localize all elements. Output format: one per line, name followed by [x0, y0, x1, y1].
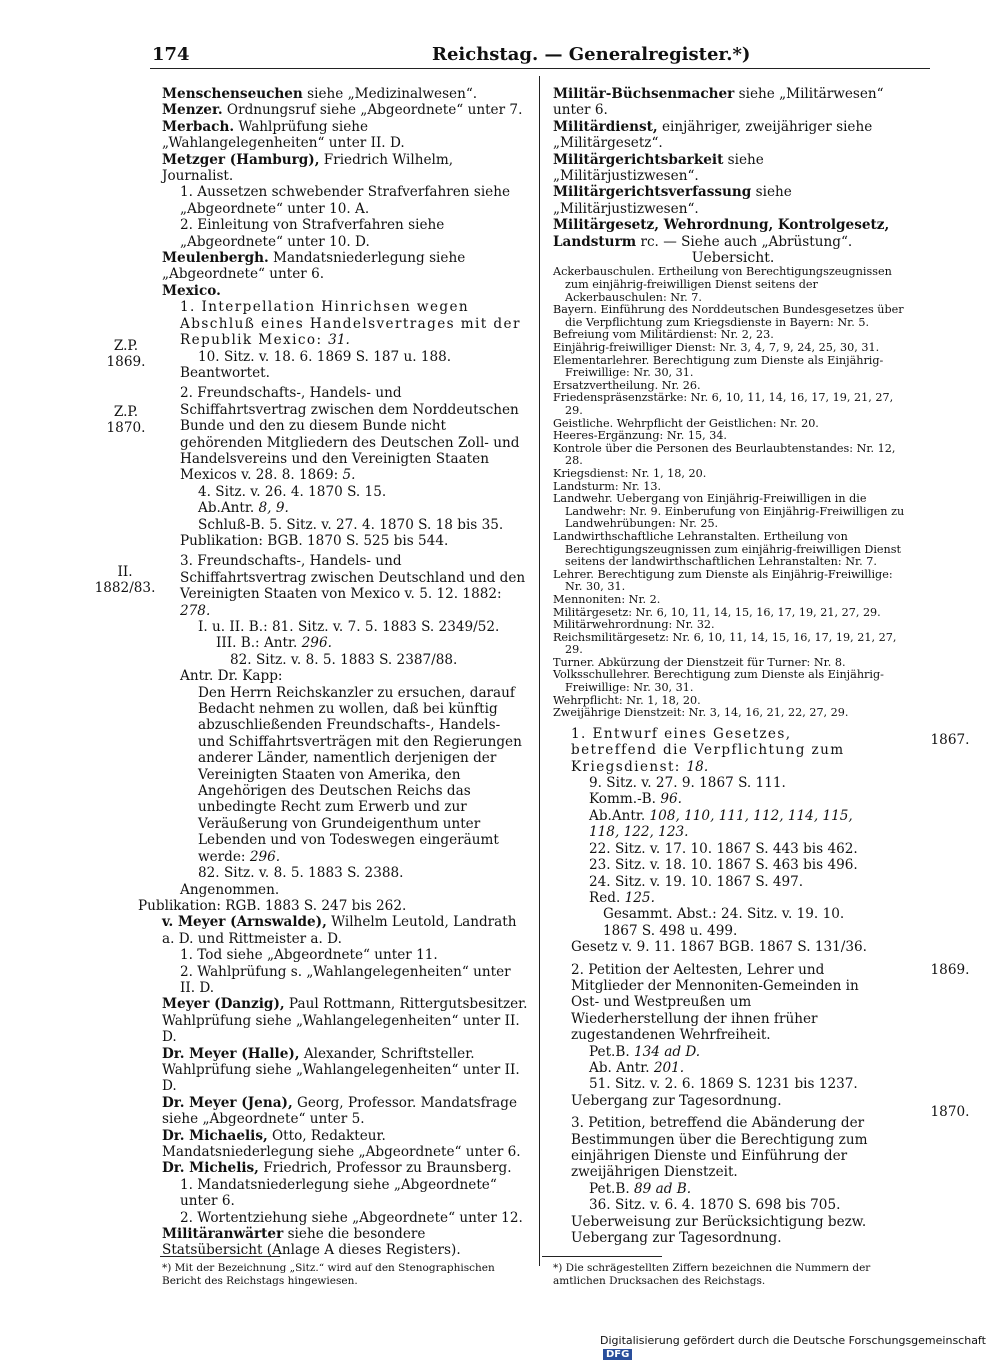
entry-text: siehe „Militärjustizwesen“. [553, 184, 792, 217]
mexico-item-3 [162, 553, 528, 898]
overview-list [553, 266, 913, 719]
entry-text: Otto, Redakteur. Mandatsniederlegung siehe „Abgeordnete“ unter 6. [162, 1127, 521, 1160]
entry-merbach [162, 119, 528, 152]
item-line: 22. Sitz. v. 17. 10. 1867 S. 443 bis 462. [589, 840, 858, 857]
doc-number: 96. [660, 791, 682, 808]
item-line: 4. Sitz. v. 26. 4. 1870 S. 15. [198, 483, 387, 500]
entry-meyer-danzig [162, 996, 528, 1045]
item-line: Ueberweisung zur Berücksichtigung bezw. Uebergang zur Tagesordnung. [571, 1213, 867, 1247]
overview-item: Wehrpflicht: Nr. 1, 18, 20. [553, 693, 701, 707]
doc-number: 89 ad B. [634, 1180, 692, 1197]
item-line: Beantwortet. [180, 364, 270, 381]
margin-year: 1870. [930, 1104, 970, 1120]
item-line: III. B.: Antr. [216, 635, 302, 652]
item-line: Komm.-B. [589, 791, 661, 808]
overview-item: Elementarlehrer. Berechtigung zum Dienste als Einjährig-Freiwillige: Nr. 30, 31. [553, 353, 884, 380]
item-line: 23. Sitz. v. 18. 10. 1867 S. 463 bis 496. [589, 857, 858, 874]
item-line: Red. [589, 889, 625, 906]
entry-meyer-arnswalde [162, 914, 528, 996]
entry-militaergerichtsbarkeit [553, 152, 913, 185]
sub-item: 2. Wahlprüfung s. „Wahlangelegenheiten“ unter II. D. [180, 963, 511, 996]
entry-mexico [138, 282, 528, 914]
mexico-item-2 [162, 385, 528, 549]
sub-item: 1. Aussetzen schwebender Strafverfahren siehe „Abgeordnete“ unter 10. A. [180, 184, 511, 217]
doc-number: 296. [301, 635, 332, 652]
item-line: 10. Sitz. v. 18. 6. 1869 S. 187 u. 188. [198, 348, 452, 365]
sub-item: 2. Einleitung von Strafverfahren siehe „Abgeordnete“ unter 10. D. [180, 217, 445, 250]
mexico-item-1 [162, 299, 528, 381]
entry-headword: Meyer (Danzig), [162, 996, 285, 1013]
entry-meulenbergh [162, 250, 528, 283]
dfg-logo: DFG [603, 1349, 632, 1360]
doc-number: 8, 9. [258, 500, 289, 517]
entry-militaergesetz [553, 217, 913, 250]
motion-text: Den Herrn Reichskanzler zu ersuchen, darauf Bedacht nehmen zu wollen, daß bei künftig abzuschließenden Freundschafts-, Handels- und Schiffahrtsverträgen mit den Regierungen anderer Länder, namentlich derjenigen der Vereinigten Staaten von Amerika, den Angehörigen des Deutschen Reichs das unbedingte Recht zum Erwerb und zur Veräußerung von Grundeigenthum unter Lebenden und von Todeswegen eingeräumt werde: [198, 684, 522, 865]
margin-year: Z.P. 1870. [106, 404, 146, 437]
item-title: 1. Entwurf eines Gesetzes, betreffend die Verpflichtung zum Kriegsdienst: [571, 725, 845, 775]
margin-year: Z.P. 1869. [106, 338, 146, 371]
item-line: Gesammt. Abst.: 24. Sitz. v. 19. 10. 1867 S. 498 u. 499. [603, 906, 845, 939]
overview-item: Militärgesetz: Nr. 6, 10, 11, 14, 15, 16, 17, 19, 21, 27, 29. [553, 605, 881, 619]
item-title: 3. Freundschafts-, Handels- und Schiffahrtsvertrag zwischen Deutschland und den Vereinigten Staaten von Mexico v. 5. 12. 1882: [180, 553, 526, 603]
entry-militaergerichtsverfassung [553, 184, 913, 217]
entry-headword: Mexico. [162, 282, 221, 299]
entry-text: siehe „Medizinalwesen“. [302, 86, 478, 102]
page-number: 174 [152, 44, 190, 65]
entry-menzer [162, 102, 528, 118]
overview-item: Zweijährige Dienstzeit: Nr. 3, 14, 16, 21, 22, 27, 29. [553, 706, 849, 720]
item-line: Ab.Antr. [198, 500, 259, 517]
item-line: 82. Sitz. v. 8. 5. 1883 S. 2388. [198, 865, 404, 882]
item-title: 2. Freundschafts-, Handels- und Schiffahrtsvertrag zwischen dem Norddeutschen Bunde und den zu diesem Bunde nicht gehörenden Mitgliedern des Deutschen Zoll- und Handelsvereins und den Vereinigten Staaten Mexicos v. 28. 8. 1869: [180, 385, 520, 484]
overview-item: Heeres-Ergänzung: Nr. 15, 34. [553, 429, 727, 443]
militaergesetz-item-3 [553, 1115, 913, 1246]
sub-item: 1. Tod siehe „Abgeordnete“ unter 11. [180, 947, 438, 964]
entry-michelis [162, 1160, 528, 1226]
entry-headword: Menzer. [162, 102, 223, 119]
entry-text: siehe „Militärwesen“ unter 6. [553, 86, 884, 119]
footnote-left: *) Mit der Bezeichnung „Sitz.“ wird auf den Stenographischen Bericht des Reichstags hingewiesen. [162, 1262, 495, 1287]
entry-michaelis [162, 1128, 528, 1161]
doc-number: 18. [686, 758, 709, 775]
footnote-rule [160, 1256, 280, 1257]
overview-item: Turner. Abkürzung der Dienstzeit für Turner: Nr. 8. [553, 655, 846, 669]
item-title: 3. Petition, betreffend die Abänderung der Bestimmungen über die Berechtigung zum einjährigen Dienste und Einführung der zweijährigen Dienstzeit. [571, 1115, 868, 1181]
item-line: 36. Sitz. v. 6. 4. 1870 S. 698 bis 705. [589, 1197, 841, 1214]
doc-number: 296. [249, 848, 281, 865]
item-line: Angenommen. [180, 881, 280, 898]
running-title: Reichstag. — Generalregister.*) [432, 44, 751, 65]
entry-headword: Dr. Meyer (Halle), [162, 1045, 300, 1062]
left-column [138, 86, 528, 1259]
entry-text: Wahlprüfung siehe „Wahlangelegenheiten“ unter II. D. [162, 118, 405, 152]
overview-item: Lehrer. Berechtigung zum Dienste als Einjährig-Freiwillige: Nr. 30, 31. [553, 567, 893, 594]
entry-text: siehe die besondere Statsübersicht (Anlage A dieses Registers). [162, 1226, 461, 1259]
militaergesetz-item-2 [553, 962, 913, 1110]
credit-text: Digitalisierung gefördert durch die Deutsche Forschungsgemeinschaft [600, 1334, 986, 1347]
overview-item: Befreiung vom Militärdienst: Nr. 2, 23. [553, 328, 774, 342]
item-line: Schluß-B. 5. Sitz. v. 27. 4. 1870 S. 18 bis 35. [198, 516, 504, 533]
overview-item: Militärwehrordnung: Nr. 32. [553, 618, 715, 632]
margin-year: II. 1882/83. [94, 564, 156, 597]
item-title: 2. Petition der Aeltesten, Lehrer und Mitglieder der Mennoniten-Gemeinden in Ost- und Westpreußen um Wiederherstellung der ihnen früher zugestandenen Wehrfreiheit. [571, 961, 859, 1044]
footnote-right: *) Die schrägestellten Ziffern bezeichnen die Nummern der amtlichen Drucksachen des Reichstags. [553, 1262, 871, 1287]
overview-item: Ersatzvertheilung. Nr. 26. [553, 378, 701, 392]
sub-item: 1. Mandatsniederlegung siehe „Abgeordnete“ unter 6. [180, 1176, 497, 1210]
entry-headword: Militärgerichtsverfassung [553, 184, 752, 201]
overview-item: Geistliche. Wehrpflicht der Geistlichen: Nr. 20. [553, 416, 819, 430]
entry-text: siehe „Militärjustizwesen“. [553, 151, 764, 185]
item-line: Pet.B. [589, 1043, 634, 1060]
entry-militaer-buechsenmacher [553, 86, 913, 119]
overview-item: Bayern. Einführung des Norddeutschen Bundesgesetzes über die Verpflichtung zum Kriegsdienste in Bayern: Nr. 5. [553, 303, 904, 329]
item-line: Ab. Antr. [589, 1059, 654, 1076]
entry-text: Wilhelm Leutold, Landrath a. D. und Rittmeister a. D. [162, 914, 517, 947]
overview-item: Landwehr. Uebergang von Einjährig-Freiwilligen in die Landwehr: Nr. 9. Einberufung von Einjährig-Freiwilligen zu Landwehrübungen: Nr. 25. [553, 492, 905, 531]
entry-headword: Militärgerichtsbarkeit [553, 151, 724, 168]
entry-headword: v. Meyer (Arnswalde), [162, 914, 327, 931]
entry-headword: Merbach. [162, 118, 235, 135]
entry-meyer-jena [162, 1095, 528, 1128]
entry-headword: Militär-Büchsenmacher [553, 86, 735, 102]
entry-text: Mandatsniederlegung siehe „Abgeordnete“ unter 6. [162, 250, 466, 283]
overview-item: Kriegsdienst: Nr. 1, 18, 20. [553, 466, 707, 480]
column-divider [539, 76, 540, 1266]
doc-number: 201. [653, 1059, 685, 1076]
header-rule [150, 68, 930, 69]
overview-item: Mennoniten: Nr. 2. [553, 592, 661, 606]
entry-text: Ordnungsruf siehe „Abgeordnete“ unter 7. [222, 102, 523, 119]
item-line: Publikation: BGB. 1870 S. 525 bis 544. [180, 532, 449, 549]
doc-number: 31. [328, 332, 350, 349]
overview-item: Reichsmilitärgesetz: Nr. 6, 10, 11, 14, 15, 16, 17, 19, 21, 27, 29. [553, 630, 897, 657]
item-line: Antr. Dr. Kapp: [180, 668, 283, 685]
item-line: 24. Sitz. v. 19. 10. 1867 S. 497. [589, 873, 804, 890]
entry-headword: Militäranwärter [162, 1226, 284, 1243]
right-column [553, 86, 913, 1246]
entry-text: einjähriger, zweijähriger siehe „Militärgesetz“. [553, 118, 873, 152]
entry-text: Alexander, Schriftsteller. Wahlprüfung siehe „Wahlangelegenheiten“ unter II. D. [162, 1045, 520, 1095]
entry-text: Georg, Professor. Mandatsfrage siehe „Abgeordnete“ unter 5. [162, 1094, 518, 1128]
entry-text: Friedrich Wilhelm, Journalist. [162, 151, 454, 185]
margin-year: 1869. [930, 962, 970, 978]
item-line: 82. Sitz. v. 8. 5. 1883 S. 2387/88. [230, 651, 458, 668]
overview-item: Einjährig-freiwilliger Dienst: Nr. 3, 4, 7, 9, 24, 25, 30, 31. [553, 341, 880, 355]
doc-number: 134 ad D. [634, 1043, 701, 1060]
entry-militaeranwaerter [162, 1226, 528, 1259]
item-line: Uebergang zur Tagesordnung. [571, 1092, 782, 1109]
entry-headword: Menschenseuchen [162, 86, 303, 102]
overview-item: Ackerbauschulen. Ertheilung von Berechtigungszeugnissen zum einjährig-freiwilligen Dienst seitens der Ackerbauschulen: Nr. 7. [553, 265, 892, 304]
item-line: Gesetz v. 9. 11. 1867 BGB. 1867 S. 131/36. [571, 939, 867, 956]
entry-headword: Dr. Michaelis, [162, 1127, 268, 1144]
overview-item: Landwirthschaftliche Lehranstalten. Ertheilung von Berechtigungszeugnissen zum einjährig-freiwilligen Dienst seitens der landwirthschaftlichen Lehranstalten: Nr. 7. [553, 529, 901, 569]
footnote-rule [542, 1256, 662, 1257]
entry-text: Friedrich, Professor zu Braunsberg. [258, 1160, 512, 1177]
item-line: I. u. II. B.: 81. Sitz. v. 7. 5. 1883 S. 2349/52. [198, 619, 500, 635]
entry-headword: Dr. Michelis, [162, 1160, 259, 1177]
overview-title: Uebersicht. [691, 250, 775, 267]
doc-number: 278. [180, 602, 211, 619]
entry-menschenseuchen [162, 86, 528, 102]
entry-headword: Dr. Meyer (Jena), [162, 1094, 293, 1111]
doc-number: 5. [342, 467, 356, 484]
entry-headword: Militärgesetz, Wehrordnung, Kontrolgesetz, Landsturm [553, 217, 890, 250]
overview-item: Landsturm: Nr. 13. [553, 479, 662, 493]
doc-number: 125. [624, 889, 655, 906]
entry-metzger [162, 152, 528, 250]
entry-headword: Militärdienst, [553, 118, 658, 135]
entry-headword: Metzger (Hamburg), [162, 151, 320, 168]
entry-text: rc. — Siehe auch „Abrüstung“. [636, 233, 853, 250]
item-line: 9. Sitz. v. 27. 9. 1867 S. 111. [589, 775, 786, 792]
item-line: Publikation: RGB. 1883 S. 247 bis 262. [138, 897, 407, 914]
item-title: 1. Interpellation Hinrichsen wegen Abschluß eines Handelsvertrages mit der Republik Mexico: [180, 299, 521, 349]
doc-number: 108, 110, 111, 112, 114, 115, 118, 122, 123. [589, 807, 853, 841]
entry-headword: Meulenbergh. [162, 250, 269, 267]
item-line: Pet.B. [589, 1180, 634, 1197]
sub-item: 2. Wortentziehung siehe „Abgeordnete“ unter 12. [180, 1209, 523, 1226]
margin-year: 1867. [930, 732, 970, 748]
overview-item: Volksschullehrer. Berechtigung zum Dienste als Einjährig-Freiwillige: Nr. 30, 31. [553, 668, 884, 695]
digitization-credit [600, 1334, 1000, 1360]
overview-item: Friedenspräsenzstärke: Nr. 6, 10, 11, 14, 16, 17, 19, 21, 27, 29. [553, 391, 894, 417]
overview-item: Kontrole über die Personen des Beurlaubtenstandes: Nr. 12, 28. [553, 441, 896, 468]
militaergesetz-item-1 [553, 726, 913, 956]
entry-text: Paul Rottmann, Rittergutsbesitzer. Wahlprüfung siehe „Wahlangelegenheiten“ unter II. D. [162, 996, 528, 1046]
item-line: Ab.Antr. [589, 807, 650, 824]
entry-meyer-halle [162, 1046, 528, 1095]
entry-militaerdienst [553, 119, 913, 152]
item-line: 51. Sitz. v. 2. 6. 1869 S. 1231 bis 1237. [589, 1076, 858, 1093]
